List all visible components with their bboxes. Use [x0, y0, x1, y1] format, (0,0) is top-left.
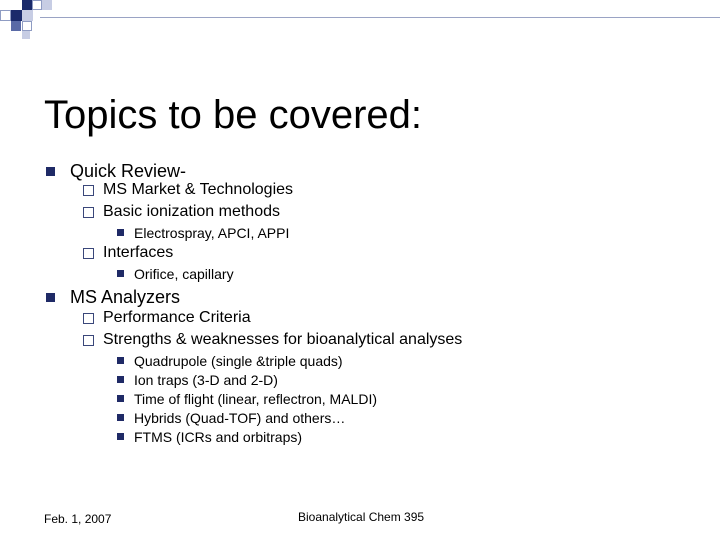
outline-subsubitem: Time of flight (linear, reflectron, MALDI) [134, 391, 378, 407]
outline-subitem: Interfaces [103, 244, 174, 261]
outline-subsubitem: FTMS (ICRs and orbitraps) [134, 429, 303, 445]
bullet-square-icon [117, 270, 124, 277]
outline-item: MS Analyzers [70, 287, 181, 307]
outline-item: Quick Review- [70, 161, 187, 181]
outline-subitem: Strengths & weaknesses for bioanalytical analyses [103, 331, 463, 348]
bullet-box-icon [83, 185, 94, 196]
outline-subsubitem: Hybrids (Quad-TOF) and others… [134, 410, 346, 426]
outline-subitem: Basic ionization methods [103, 203, 280, 220]
footer-title: Bioanalytical Chem 395 [298, 510, 425, 524]
slide-title: Topics to be covered: [44, 92, 422, 137]
outline-subsubitem: Electrospray, APCI, APPI [134, 225, 290, 241]
bullet-box-icon [83, 248, 94, 259]
outline-subitem: Performance Criteria [103, 309, 251, 326]
bullet-square-icon [117, 376, 124, 383]
bullet-box-icon [83, 313, 94, 324]
outline-subsubitem: Orifice, capillary [134, 266, 234, 282]
outline-subsubitem: Quadrupole (single &triple quads) [134, 353, 343, 369]
bullet-square-icon [46, 293, 55, 302]
outline-subitem: MS Market & Technologies [103, 181, 294, 198]
outline-subsubitem: Ion traps (3-D and 2-D) [134, 372, 278, 388]
bullet-square-icon [46, 167, 55, 176]
bullet-square-icon [117, 414, 124, 421]
footer-date: Feb. 1, 2007 [44, 512, 112, 526]
bullet-box-icon [83, 335, 94, 346]
bullet-square-icon [117, 395, 124, 402]
bullet-square-icon [117, 433, 124, 440]
bullet-box-icon [83, 207, 94, 218]
bullet-square-icon [117, 357, 124, 364]
bullet-square-icon [117, 229, 124, 236]
